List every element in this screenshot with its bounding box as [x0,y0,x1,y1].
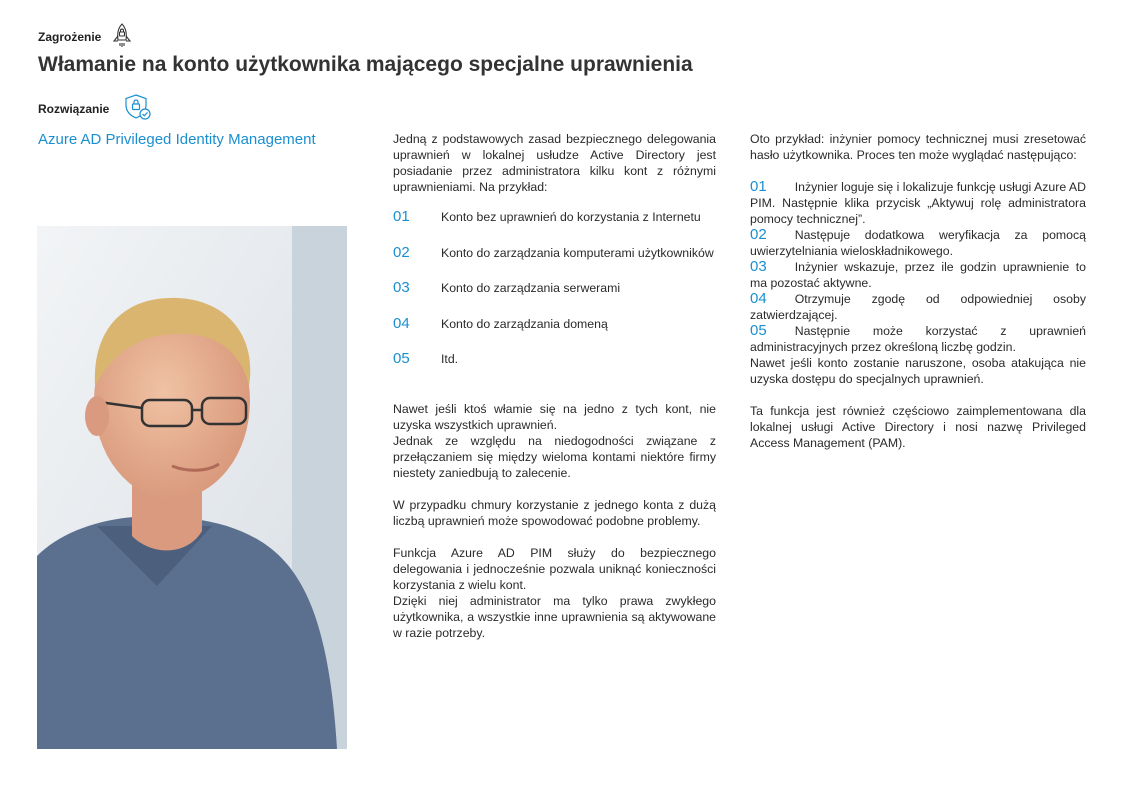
step-number: 02 [750,226,767,243]
middle-column [393,131,716,641]
solution-label: Rozwiązanie [38,102,110,116]
paragraph: Nawet jeśli konto zostanie naruszone, osoba atakująca nie uzyska dostępu do specjalnych uprawnień. [750,356,1086,386]
list-item [393,351,716,387]
paragraph: W przypadku chmury korzystanie z jednego konta z dużą liczbą uprawnień może spowodować podobne problemy. [393,497,716,528]
list-item [393,245,716,281]
list-text: Konto do zarządzania domeną [441,316,608,331]
middle-intro: Jedną z podstawowych zasad bezpiecznego delegowania uprawnień w lokalnej usłudze Active Directory jest posiadanie przez administratora kilku kont z różnymi uprawnieniami. Na przykład: [393,132,716,194]
account-list [393,209,716,387]
shield-lock-icon [123,92,153,127]
list-item [393,316,716,352]
product-name: Azure AD Privileged Identity Management [38,131,316,148]
list-text: Konto do zarządzania serwerami [441,281,621,295]
solution-row [38,94,153,124]
step-number: 04 [750,290,767,307]
list-item [393,209,716,245]
list-number: 03 [393,279,410,296]
paragraph: Jednak ze względu na niedogodności związane z przełączaniem się między wieloma kontami niektóre firmy niestety zaniedbują to zalecenie. [393,433,716,480]
step-text: Otrzymuje zgodę od odpowiedniej osoby zatwierdzającej. [750,292,1086,322]
list-item [393,280,716,316]
rocket-lock-icon [109,22,135,53]
right-column [750,131,1086,451]
step-item [750,227,1086,259]
paragraph: Dzięki niej administrator ma tylko prawa zwykłego użytkownika, a wszystkie inne uprawnienia są aktywowane w razie potrzeby. [393,593,716,640]
paragraph: Ta funkcja jest również częściowo zaimplementowana dla lokalnej usługi Active Directory i nosi nazwę Privileged Access Management (PAM). [750,404,1086,450]
step-item [750,291,1086,323]
step-number: 03 [750,258,767,275]
step-text: Następnie może korzystać z uprawnień administracyjnych przez określoną liczbę godzin. [750,324,1086,354]
list-number: 05 [393,350,410,367]
person-photo [37,226,347,749]
step-number: 01 [750,178,767,195]
page-title: Włamanie na konto użytkownika mającego specjalne uprawnienia [38,53,693,76]
list-number: 02 [393,243,410,261]
paragraph: Nawet jeśli ktoś włamie się na jedno z tych kont, nie uzyska wszystkich uprawnień. [393,401,716,432]
step-item [750,259,1086,291]
step-text: Inżynier loguje się i lokalizuje funkcję usługi Azure AD PIM. Następnie klika przycisk „Aktywuj rolę administratora pomocy technicznej”. [750,180,1086,226]
threat-row [38,22,135,52]
list-number: 01 [393,208,410,225]
step-item [750,179,1086,227]
list-text: Konto do zarządzania komputerami użytkowników [441,245,714,260]
step-text: Inżynier wskazuje, przez ile godzin uprawnienie to ma pozostać aktywne. [750,260,1086,290]
step-text: Następuje dodatkowa weryfikacja za pomocą uwierzytelniania wieloskładnikowego. [750,228,1086,258]
step-number: 05 [750,322,767,339]
list-text: Itd. [441,352,459,366]
list-text: Konto bez uprawnień do korzystania z Internetu [441,210,701,224]
list-number: 04 [393,314,410,332]
step-item [750,323,1086,355]
right-intro: Oto przykład: inżynier pomocy technicznej musi zresetować hasło użytkownika. Proces ten może wyglądać następująco: [750,132,1086,162]
threat-label: Zagrożenie [38,30,102,44]
paragraph: Funkcja Azure AD PIM służy do bezpiecznego delegowania i jednocześnie pozwala uniknąć konieczności korzystania z wielu kont. [393,545,716,592]
